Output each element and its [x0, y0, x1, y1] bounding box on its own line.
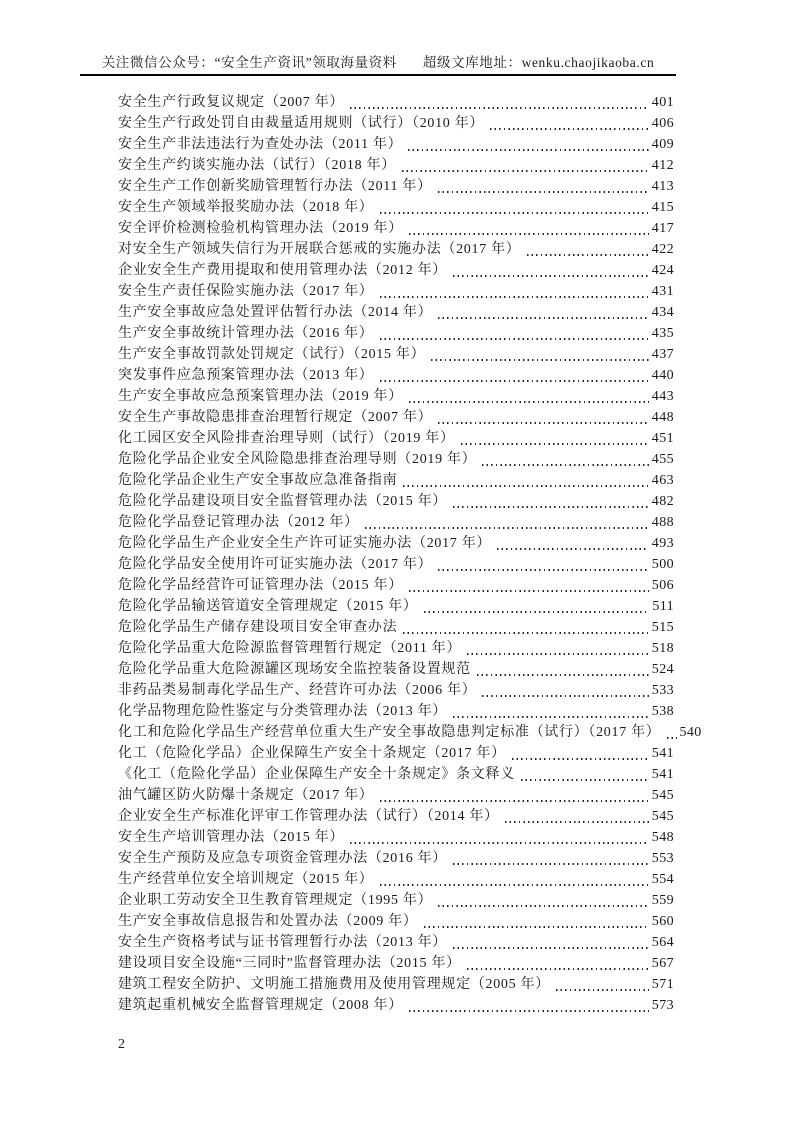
toc-entry [118, 365, 674, 386]
toc-entry-title: 危险化学品企业生产安全事故应急准备指南 [118, 473, 398, 488]
toc-dot-leader [424, 926, 649, 928]
toc-dot-leader [453, 947, 649, 949]
toc-entry [118, 890, 674, 911]
toc-entry-page: 437 [651, 347, 674, 362]
toc-dot-leader [438, 422, 648, 424]
toc-dot-leader [453, 863, 649, 865]
page-header [80, 51, 676, 71]
toc-entry-title: 化学品物理危险性鉴定与分类管理办法（2013 年） [118, 704, 447, 719]
toc-entry-title: 建筑工程安全防护、文明施工措施费用及使用管理规定（2005 年） [118, 977, 550, 992]
toc-entry-title: 危险化学品企业安全风险隐患排查治理导则（2019 年） [118, 452, 477, 467]
toc-entry [118, 407, 674, 428]
toc-entry-page: 417 [651, 221, 674, 236]
toc-entry [118, 743, 674, 764]
toc-dot-leader [467, 653, 649, 655]
toc-entry-title: 危险化学品重大危险源罐区现场安全监控装备设置规范 [118, 662, 471, 677]
toc-entry [118, 239, 674, 260]
toc-entry-page: 443 [651, 389, 674, 404]
toc-entry-title: 生产安全事故罚款处罚规定（试行）（2015 年） [118, 347, 426, 362]
toc-entry [118, 680, 674, 701]
toc-dot-leader [505, 821, 649, 823]
toc-entry-page: 493 [651, 536, 674, 551]
toc-entry [118, 470, 674, 491]
toc-entry [118, 386, 674, 407]
toc-entry [118, 764, 674, 785]
toc-dot-leader [521, 779, 649, 781]
toc-dot-leader [438, 569, 648, 571]
toc-dot-leader [477, 674, 649, 676]
toc-dot-leader [380, 884, 649, 886]
toc-entry-page: 540 [679, 725, 702, 740]
toc-dot-leader [424, 611, 650, 613]
toc-entry-page: 440 [651, 368, 674, 383]
toc-entry-page: 518 [651, 641, 674, 656]
toc-entry-page: 538 [651, 704, 674, 719]
toc-entry-title: 安全生产工作创新奖励管理暂行办法（2011 年） [118, 179, 432, 194]
toc-entry-page: 511 [652, 599, 674, 614]
toc-dot-leader [403, 485, 648, 487]
toc-dot-leader [365, 527, 649, 529]
toc-entry [118, 911, 674, 932]
toc-entry-title: 对安全生产领域失信行为开展联合惩戒的实施办法（2017 年） [118, 242, 521, 257]
toc-dot-leader [453, 506, 649, 508]
toc-entry-title: 企业职工劳动安全卫生教育管理规定（1995 年） [118, 893, 433, 908]
toc-entry-page: 567 [651, 956, 674, 971]
toc-entry-title: 安全生产事故隐患排查治理暂行规定（2007 年） [118, 410, 433, 425]
toc-entry [118, 701, 674, 722]
toc-entry-title: 生产安全事故应急预案管理办法（2019 年） [118, 389, 403, 404]
toc-entry [118, 995, 674, 1016]
toc-entry-title: 危险化学品安全使用许可证实施办法（2017 年） [118, 557, 433, 572]
toc-entry-page: 553 [651, 851, 674, 866]
toc-entry [118, 575, 674, 596]
toc-dot-leader [453, 275, 649, 277]
header-wechat-notice: 关注微信公众号：“安全生产资讯”领取海量资料 [101, 55, 397, 70]
toc-entry [118, 281, 674, 302]
toc-entry-title: 《化工（危险化学品）企业保障生产安全十条规定》条文释义 [118, 767, 515, 782]
toc-dot-leader [350, 107, 649, 109]
toc-dot-leader [482, 464, 648, 466]
toc-dot-leader [431, 359, 648, 361]
toc-dot-leader [350, 842, 649, 844]
header-rule [80, 74, 676, 76]
toc-entry-title: 危险化学品经营许可证管理办法（2015 年） [118, 578, 403, 593]
toc-entry [118, 512, 674, 533]
toc-entry-title: 生产经营单位安全培训规定（2015 年） [118, 872, 374, 887]
toc-dot-leader [380, 380, 649, 382]
toc-entry-page: 401 [651, 95, 674, 110]
toc-entry-title: 危险化学品重大危险源监督管理暂行规定（2011 年） [118, 641, 462, 656]
toc-entry [118, 428, 674, 449]
toc-entry [118, 869, 674, 890]
toc-dot-leader [497, 548, 649, 550]
toc-entry [118, 323, 674, 344]
toc-dot-leader [438, 905, 648, 907]
toc-entry [118, 491, 674, 512]
toc-entry [118, 134, 674, 155]
toc-dot-leader [409, 401, 649, 403]
toc-entry-page: 533 [651, 683, 674, 698]
toc-dot-leader [408, 149, 648, 151]
toc-entry [118, 92, 674, 113]
toc-dot-leader [467, 968, 649, 970]
toc-entry-title: 安全生产行政处罚自由裁量适用规则（试行）（2010 年） [118, 116, 485, 131]
toc-dot-leader [490, 128, 649, 130]
toc-entry [118, 596, 674, 617]
toc-entry [118, 974, 674, 995]
toc-dot-leader [380, 800, 649, 802]
toc-entry-page: 500 [651, 557, 674, 572]
toc-entry [118, 176, 674, 197]
toc-entry-title: 危险化学品生产企业安全生产许可证实施办法（2017 年） [118, 536, 492, 551]
toc-entry-title: 安全生产预防及应急专项资金管理办法（2016 年） [118, 851, 447, 866]
toc-entry-title: 安全评价检测检验机构管理办法（2019 年） [118, 221, 403, 236]
toc-entry-title: 建筑起重机械安全监督管理规定（2008 年） [118, 998, 403, 1013]
toc-entry-title: 生产安全事故应急处置评估暂行办法（2014 年） [118, 305, 433, 320]
toc-entry-page: 506 [651, 578, 674, 593]
toc-dot-leader [512, 758, 649, 760]
toc-entry [118, 113, 674, 134]
toc-entry-page: 488 [651, 515, 674, 530]
toc-entry-page: 448 [651, 410, 674, 425]
toc-entry-page: 548 [651, 830, 674, 845]
toc-dot-leader [438, 317, 648, 319]
toc-dot-leader [527, 254, 649, 256]
toc-entry-title: 安全生产资格考试与证书管理暂行办法（2013 年） [118, 935, 447, 950]
toc-entry-title: 突发事件应急预案管理办法（2013 年） [118, 368, 374, 383]
toc-entry-title: 生产安全事故统计管理办法（2016 年） [118, 326, 374, 341]
toc-entry [118, 848, 674, 869]
toc-entry-page: 422 [651, 242, 674, 257]
toc-entry-title: 安全生产责任保险实施办法（2017 年） [118, 284, 374, 299]
toc-entry-title: 安全生产行政复议规定（2007 年） [118, 95, 345, 110]
toc-list [118, 92, 702, 1016]
toc-entry-title: 生产安全事故信息报告和处置办法（2009 年） [118, 914, 418, 929]
toc-entry-page: 435 [651, 326, 674, 341]
toc-dot-leader [380, 296, 649, 298]
toc-entry [118, 197, 674, 218]
toc-dot-leader [409, 590, 649, 592]
toc-entry-title: 化工和危险化学品生产经营单位重大生产安全事故隐患判定标准（试行）（2017 年） [118, 725, 661, 740]
toc-entry-page: 571 [651, 977, 674, 992]
toc-entry [118, 155, 674, 176]
toc-entry-page: 545 [651, 809, 674, 824]
toc-entry-title: 安全生产领域举报奖励办法（2018 年） [118, 200, 374, 215]
toc-entry-page: 455 [651, 452, 674, 467]
toc-entry [118, 344, 674, 365]
toc-entry-page: 541 [651, 767, 674, 782]
toc-entry-title: 非药品类易制毒化学品生产、经营许可办法（2006 年） [118, 683, 477, 698]
toc-entry-page: 424 [651, 263, 674, 278]
toc-entry [118, 533, 674, 554]
toc-entry-title: 企业安全生产标准化评审工作管理办法（试行）（2014 年） [118, 809, 499, 824]
toc-entry-page: 406 [651, 116, 674, 131]
toc-entry-page: 573 [651, 998, 674, 1013]
toc-entry-page: 451 [651, 431, 674, 446]
toc-entry [118, 449, 674, 470]
toc-entry-page: 515 [651, 620, 674, 635]
toc-entry-page: 413 [651, 179, 674, 194]
toc-dot-leader [667, 737, 677, 739]
toc-entry [118, 260, 674, 281]
toc-entry-title: 危险化学品输送管道安全管理规定（2015 年） [118, 599, 418, 614]
toc-entry-page: 431 [651, 284, 674, 299]
toc-dot-leader [556, 989, 649, 991]
toc-entry-title: 危险化学品建设项目安全监督管理办法（2015 年） [118, 494, 447, 509]
toc-dot-leader [380, 338, 649, 340]
toc-entry-page: 559 [651, 893, 674, 908]
toc-entry [118, 218, 674, 239]
toc-entry-page: 412 [651, 158, 674, 173]
toc-entry-page: 415 [651, 200, 674, 215]
toc-entry [118, 953, 674, 974]
toc-dot-leader [438, 191, 649, 193]
toc-entry-page: 434 [651, 305, 674, 320]
page-number: 2 [118, 1037, 125, 1052]
toc-entry-title: 危险化学品生产储存建设项目安全审查办法 [118, 620, 398, 635]
toc-dot-leader [409, 1010, 649, 1012]
toc-entry-title: 安全生产约谈实施办法（试行）（2018 年） [118, 158, 396, 173]
toc-entry-page: 463 [651, 473, 674, 488]
toc-entry-page: 560 [651, 914, 674, 929]
toc-entry [118, 554, 674, 575]
toc-dot-leader [402, 170, 649, 172]
toc-dot-leader [482, 695, 648, 697]
toc-entry-title: 化工园区安全风险排查治理导则（试行）（2019 年） [118, 431, 455, 446]
toc-entry-page: 545 [651, 788, 674, 803]
toc-entry-page: 482 [651, 494, 674, 509]
toc-entry-title: 危险化学品登记管理办法（2012 年） [118, 515, 359, 530]
toc-entry-title: 安全生产非法违法行为查处办法（2011 年） [118, 137, 403, 152]
toc-dot-leader [403, 632, 648, 634]
toc-entry-title: 化工（危险化学品）企业保障生产安全十条规定（2017 年） [118, 746, 506, 761]
toc-entry [118, 785, 674, 806]
toc-dot-leader [380, 212, 649, 214]
toc-entry [118, 722, 702, 743]
toc-dot-leader [461, 443, 649, 445]
toc-entry-title: 安全生产培训管理办法（2015 年） [118, 830, 345, 845]
toc-entry-page: 564 [651, 935, 674, 950]
toc-entry [118, 302, 674, 323]
toc-entry-page: 409 [651, 137, 674, 152]
toc-entry-title: 油气罐区防火防爆十条规定（2017 年） [118, 788, 374, 803]
toc-entry-page: 554 [651, 872, 674, 887]
toc-dot-leader [453, 716, 649, 718]
toc-entry [118, 932, 674, 953]
toc-entry [118, 806, 674, 827]
header-library-address: 超级文库地址：wenku.chaojikaoba.cn [422, 55, 655, 70]
toc-entry [118, 827, 674, 848]
toc-entry-title: 建设项目安全设施“三同时”监督管理办法（2015 年） [118, 956, 461, 971]
toc-entry-page: 541 [651, 746, 674, 761]
toc-entry [118, 617, 674, 638]
toc-entry-page: 524 [651, 662, 674, 677]
toc-entry [118, 659, 674, 680]
toc-entry-title: 企业安全生产费用提取和使用管理办法（2012 年） [118, 263, 447, 278]
toc-entry [118, 638, 674, 659]
toc-dot-leader [409, 233, 649, 235]
